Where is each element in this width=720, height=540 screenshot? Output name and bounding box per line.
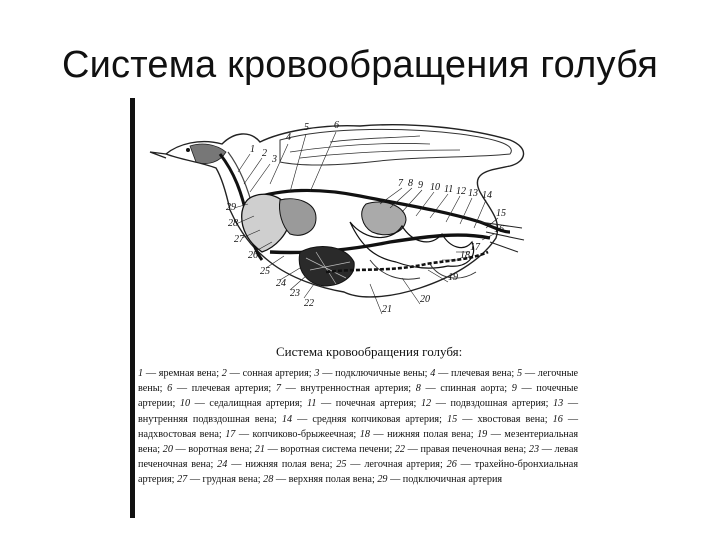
legend-dash: — xyxy=(319,368,336,379)
callout-number-18: 18 xyxy=(460,250,470,261)
legend-number: 20 xyxy=(162,444,173,456)
callout-number-26: 26 xyxy=(248,250,258,261)
legend-dash: — xyxy=(562,413,579,425)
legend-text: внутренняя подвздошная вена; xyxy=(138,413,282,425)
legend-number: 3 xyxy=(314,368,320,379)
legend-number: 1 xyxy=(138,368,144,379)
legend-dash: — xyxy=(405,444,421,456)
legend-item-28 xyxy=(263,474,377,485)
pigeon-anatomy-drawing xyxy=(130,92,590,342)
callout-number-17: 17 xyxy=(470,242,480,253)
legend-dash: — xyxy=(369,428,388,440)
legend-item-29 xyxy=(377,474,502,485)
legend-dash: — xyxy=(292,413,313,425)
legend-text: воротная вена; xyxy=(188,444,255,456)
callout-number-21: 21 xyxy=(382,304,392,315)
legend-dash: — xyxy=(227,459,246,471)
legend-dash: — xyxy=(264,444,281,456)
wing-vessels xyxy=(290,136,460,158)
legend-item-21 xyxy=(255,444,395,455)
callout-number-4: 4 xyxy=(286,132,291,143)
legend-text: левая печеночная вена; xyxy=(138,444,579,471)
legend-number: 29 xyxy=(377,474,388,486)
legend-item-14 xyxy=(282,414,447,425)
callout-number-25: 25 xyxy=(260,266,270,277)
callout-number-6: 6 xyxy=(334,120,339,131)
legend-item-25 xyxy=(336,459,446,470)
legend-item-24 xyxy=(217,459,336,470)
legend-number: 7 xyxy=(275,383,281,395)
legend-dash: — xyxy=(539,444,555,456)
legend-dash: — xyxy=(143,368,159,379)
legend-number: 5 xyxy=(516,368,523,379)
legend-dash: — xyxy=(420,383,441,395)
legend-text: мезентериальная вена; xyxy=(138,428,579,456)
callout-number-7: 7 xyxy=(398,178,403,189)
legend-item-17 xyxy=(225,429,360,440)
legend-text: почечная артерия; xyxy=(335,398,421,410)
legend-item-3 xyxy=(314,368,430,379)
legend-dash: — xyxy=(226,368,243,379)
legend-number: 4 xyxy=(430,368,436,379)
legend-number: 18 xyxy=(359,428,370,440)
legend-item-11 xyxy=(307,398,421,409)
legend-dash: — xyxy=(172,444,189,456)
legend-dash: — xyxy=(280,383,301,395)
legend-text: почечные артерии; xyxy=(138,383,579,410)
legend-dash: — xyxy=(457,413,478,425)
callout-number-10: 10 xyxy=(430,182,440,193)
legend-dash: — xyxy=(487,428,505,440)
legend-text: копчиково-брыжеечная; xyxy=(252,428,360,440)
callout-number-16: 16 xyxy=(494,224,504,235)
callout-number-3: 3 xyxy=(272,154,277,165)
legend-text: сонная артерия; xyxy=(242,368,315,379)
legend-text: легочная артерия; xyxy=(364,459,447,471)
legend-text: надхвостовая вена; xyxy=(138,428,226,440)
legend-item-15 xyxy=(447,414,553,425)
legend-number: 9 xyxy=(511,383,517,395)
legend-text: нижняя полая вена; xyxy=(245,459,337,471)
legend-text: грудная вена; xyxy=(202,474,264,486)
callout-number-29: 29 xyxy=(226,202,236,213)
callout-number-12: 12 xyxy=(456,186,466,197)
figure-legend xyxy=(138,366,578,488)
legend-dash: — xyxy=(516,383,537,395)
legend-dash: — xyxy=(522,368,538,379)
callout-number-15: 15 xyxy=(496,208,506,219)
callout-number-22: 22 xyxy=(304,298,314,309)
legend-number: 8 xyxy=(415,383,421,395)
legend-text: подвздошная артерия; xyxy=(450,398,554,410)
legend-dash: — xyxy=(431,398,451,410)
pigeon-circulation-figure xyxy=(130,92,590,520)
wing-outline xyxy=(280,129,511,165)
legend-number: 16 xyxy=(552,413,563,425)
legend-dash: — xyxy=(187,474,203,486)
callout-number-9: 9 xyxy=(418,180,423,191)
beak xyxy=(150,152,166,158)
legend-dash: — xyxy=(172,383,192,395)
legend-number: 10 xyxy=(179,398,191,410)
callout-number-14: 14 xyxy=(482,190,492,201)
legend-text: легочные вены; xyxy=(138,368,579,395)
legend-dash: — xyxy=(435,368,452,379)
callout-number-19: 19 xyxy=(448,272,458,283)
legend-text: воротная система печени; xyxy=(280,444,395,456)
callout-number-8: 8 xyxy=(408,178,413,189)
legend-number: 13 xyxy=(553,398,564,410)
legend-number: 2 xyxy=(221,368,227,379)
callout-number-2: 2 xyxy=(262,148,267,159)
legend-text: подключичная артерия xyxy=(402,474,503,486)
callout-number-28: 28 xyxy=(228,218,238,229)
legend-number: 14 xyxy=(281,413,293,425)
legend-number: 21 xyxy=(254,444,265,456)
legend-item-1 xyxy=(138,368,222,379)
figure-caption-title: Система кровообращения голубя: xyxy=(276,344,463,359)
slide-title: Система кровообращения голубя xyxy=(61,44,659,86)
legend-dash: — xyxy=(273,474,289,486)
legend-number: 26 xyxy=(446,459,457,471)
legend-text: спинная аорта; xyxy=(440,383,512,395)
legend-number: 25 xyxy=(336,459,347,471)
legend-number: 15 xyxy=(446,413,458,425)
legend-number: 28 xyxy=(263,474,274,486)
legend-item-8 xyxy=(416,383,512,394)
legend-dash: — xyxy=(387,474,403,486)
callout-number-27: 27 xyxy=(234,234,244,245)
legend-item-2 xyxy=(222,368,315,379)
legend-number: 24 xyxy=(217,459,228,471)
legend-item-20 xyxy=(163,444,255,455)
legend-text: средняя копчиковая артерия; xyxy=(312,413,447,425)
legend-number: 22 xyxy=(394,444,405,456)
legend-dash: — xyxy=(563,398,579,410)
legend-dash: — xyxy=(190,398,210,410)
legend-dash: — xyxy=(235,428,253,440)
legend-item-22 xyxy=(395,444,529,455)
legend-number: 17 xyxy=(225,428,236,440)
legend-item-7 xyxy=(276,383,416,394)
callout-number-24: 24 xyxy=(276,278,286,289)
legend-dash: — xyxy=(456,459,475,471)
legend-item-18 xyxy=(360,429,477,440)
legend-text: плечевая вена; xyxy=(451,368,517,379)
legend-number: 6 xyxy=(167,383,173,395)
legend-text: подключичные вены; xyxy=(335,368,431,379)
callout-number-23: 23 xyxy=(290,288,300,299)
legend-dash: — xyxy=(346,459,365,471)
legend-number: 11 xyxy=(306,398,317,410)
legend-item-12 xyxy=(421,398,553,409)
legend-number: 27 xyxy=(177,474,188,486)
callout-number-1: 1 xyxy=(250,144,255,155)
legend-text: яремная вена; xyxy=(158,368,222,379)
legend-text: верхняя полая вена; xyxy=(288,474,378,486)
eye xyxy=(186,148,190,152)
legend-text: внутренностная артерия; xyxy=(300,383,416,395)
legend-number: 23 xyxy=(528,444,540,456)
callout-number-5: 5 xyxy=(304,122,309,133)
callout-number-11: 11 xyxy=(444,184,454,195)
legend-item-10 xyxy=(180,398,307,409)
legend-item-4 xyxy=(430,368,517,379)
legend-text: хвостовая вена; xyxy=(477,413,553,425)
legend-item-27 xyxy=(177,474,263,485)
legend-text: седалищная артерия; xyxy=(209,398,307,410)
legend-dash: — xyxy=(316,398,336,410)
callout-number-20: 20 xyxy=(420,294,430,305)
legend-number: 12 xyxy=(420,398,432,410)
liver xyxy=(299,247,354,286)
legend-number: 19 xyxy=(477,428,488,440)
legend-text: плечевая артерия; xyxy=(191,383,276,395)
legend-text: правая печеночная вена; xyxy=(420,444,529,456)
legend-item-6 xyxy=(167,383,276,394)
legend-text: нижняя полая вена; xyxy=(387,428,478,440)
callout-number-13: 13 xyxy=(468,188,478,199)
legend-text: трахейно-бронхиальная артерия; xyxy=(138,459,579,486)
